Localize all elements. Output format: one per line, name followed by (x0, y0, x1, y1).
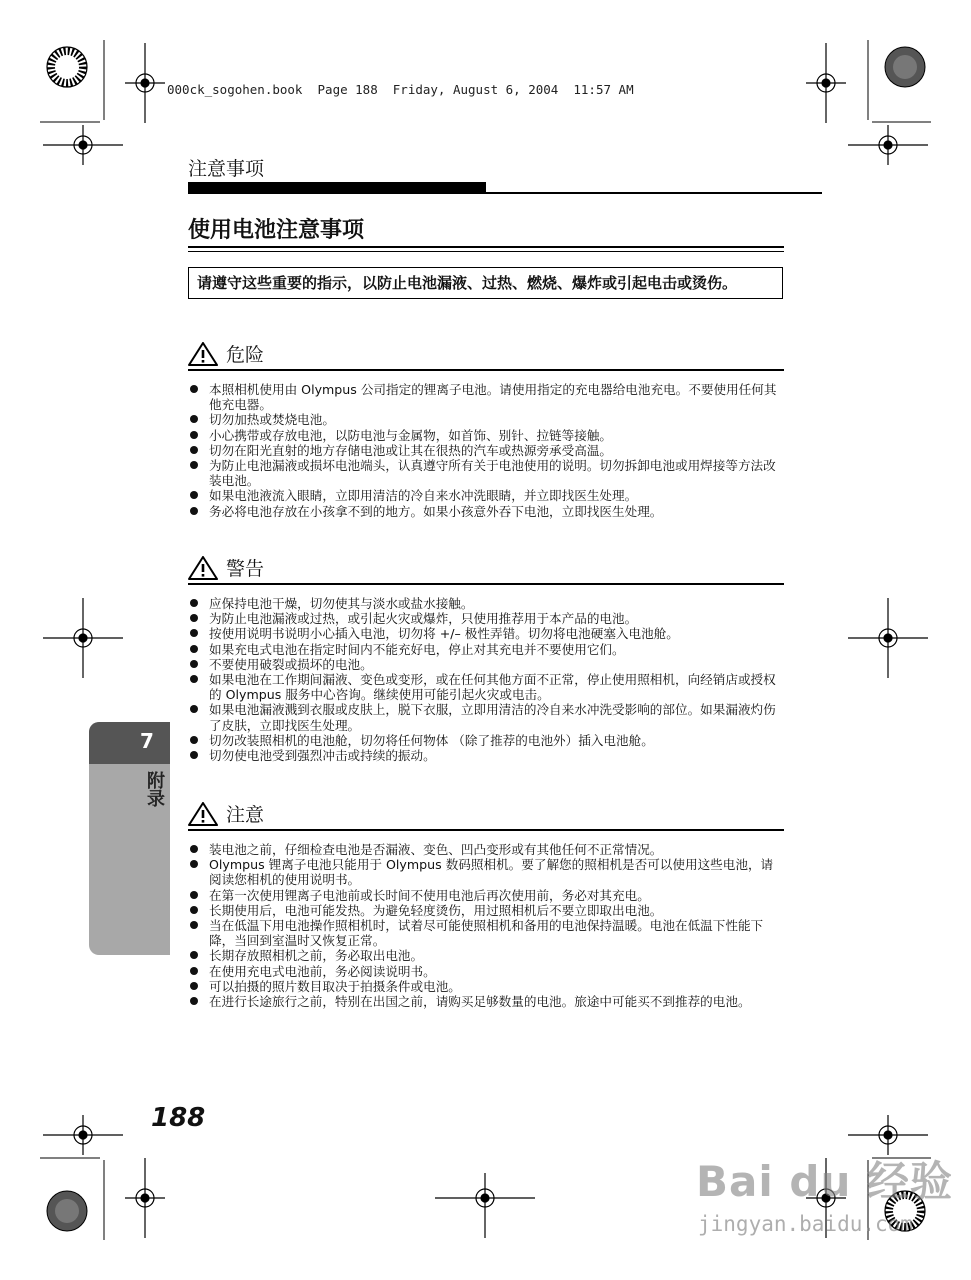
list-item: 不要使用破裂或损坏的电池。 (188, 657, 784, 672)
list-item: 在进行长途旅行之前，特别在出国之前，请购买足够数量的电池。旅途中可能买不到推荐的电池。 (188, 994, 784, 1009)
list-item: 当在低温下用电池操作照相机时，试着尽可能使照相机和备用的电池保持温暖。电池在低温下性能下降，当回到室温时又恢复正常。 (188, 918, 784, 948)
warning-rule (188, 583, 784, 585)
danger-heading (188, 340, 264, 367)
list-item: 在使用充电式电池前，务必阅读说明书。 (188, 964, 784, 979)
list-item: 本照相机使用由 Olympus 公司指定的锂离子电池。请使用指定的充电器给电池充电。不要使用任何其他充电器。 (188, 382, 784, 412)
title-rule (188, 246, 784, 248)
list-item: 切勿改装照相机的电池舱，切勿将任何物体 （除了推荐的电池外）插入电池舱。 (188, 733, 784, 748)
list-item: 切勿使电池受到强烈冲击或持续的振动。 (188, 748, 784, 763)
section-heading: 注意事项 (188, 158, 265, 180)
caution-rule (188, 829, 784, 831)
list-item: 务必将电池存放在小孩拿不到的地方。如果小孩意外吞下电池，立即找医生处理。 (188, 504, 784, 519)
list-item: 长期存放照相机之前，务必取出电池。 (188, 948, 784, 963)
list-item: 在第一次使用锂离子电池前或长时间不使用电池后再次使用前，务必对其充电。 (188, 888, 784, 903)
caution-heading (188, 800, 264, 827)
danger-rule (188, 369, 784, 371)
chapter-label: 附录 (144, 771, 165, 807)
caution-title: 注意 (226, 804, 265, 826)
caution-list (188, 842, 784, 1009)
list-item: 按使用说明书说明小心插入电池，切勿将 +/– 极性弄错。切勿将电池硬塞入电池舱。 (188, 626, 784, 641)
list-item: 长期使用后，电池可能发热。为避免轻度烫伤，用过照相机后不要立即取出电池。 (188, 903, 784, 918)
list-item: 如果电池液流入眼睛，立即用清洁的冷自来水冲洗眼睛，并立即找医生处理。 (188, 488, 784, 503)
header-bar (188, 182, 486, 194)
chapter-tab-header (89, 722, 170, 764)
list-item: 为防止电池漏液或损坏电池端头，认真遵守所有关于电池使用的说明。切勿拆卸电池或用焊接等方法改装电池。 (188, 458, 784, 488)
danger-title: 危险 (226, 344, 265, 366)
list-item: 为防止电池漏液或过热，或引起火灾或爆炸，只使用推荐用于本产品的电池。 (188, 611, 784, 626)
watermark-brand: Bai du 经验 (696, 1157, 953, 1206)
list-item: 如果电池漏液溅到衣服或皮肤上，脱下衣服，立即用清洁的冷自来水冲洗受影响的部位。如果漏液灼伤了皮肤，立即找医生处理。 (188, 702, 784, 732)
warning-list (188, 596, 784, 763)
list-item: 可以拍摄的照片数目取决于拍摄条件或电池。 (188, 979, 784, 994)
print-header: 000ck_sogohen.book Page 188 Friday, August 6, 2004 11:57 AM (167, 82, 634, 97)
list-item: 切勿在阳光直射的地方存储电池或让其在很热的汽车或热源旁承受高温。 (188, 443, 784, 458)
list-item: 如果充电式电池在指定时间内不能充好电，停止对其充电并不要使用它们。 (188, 642, 784, 657)
warning-triangle-icon (188, 342, 218, 366)
page-number: 188 (151, 1103, 206, 1133)
warning-triangle-icon (188, 802, 218, 826)
list-item: 如果电池在工作期间漏液、变色或变形，或在任何其他方面不正常，停止使用照相机，向经销店或授权的 Olympus 服务中心咨询。继续使用可能引起火灾或电击。 (188, 672, 784, 702)
warning-title: 警告 (226, 558, 265, 580)
watermark-url: jingyan.baidu.com (698, 1212, 913, 1236)
list-item: 小心携带或存放电池，以防电池与金属物，如首饰、别针、拉链等接触。 (188, 428, 784, 443)
warning-heading (188, 554, 264, 581)
list-item: Olympus 锂离子电池只能用于 Olympus 数码照相机。要了解您的照相机是否可以使用这些电池，请阅读您相机的使用说明书。 (188, 857, 784, 887)
header-rule (486, 192, 822, 194)
list-item: 应保持电池干燥，切勿使其与淡水或盐水接触。 (188, 596, 784, 611)
list-item: 切勿加热或焚烧电池。 (188, 412, 784, 427)
list-item: 装电池之前，仔细检查电池是否漏液、变色、凹凸变形或有其他任何不正常情况。 (188, 842, 784, 857)
notice-box: 请遵守这些重要的指示，以防止电池漏液、过热、燃烧、爆炸或引起电击或烫伤。 (188, 267, 783, 299)
watermark (690, 1135, 965, 1270)
chapter-number: 7 (140, 729, 154, 753)
title-rule-thin (188, 251, 784, 252)
danger-list (188, 382, 784, 519)
warning-triangle-icon (188, 556, 218, 580)
page-title: 使用电池注意事项 (188, 218, 365, 243)
